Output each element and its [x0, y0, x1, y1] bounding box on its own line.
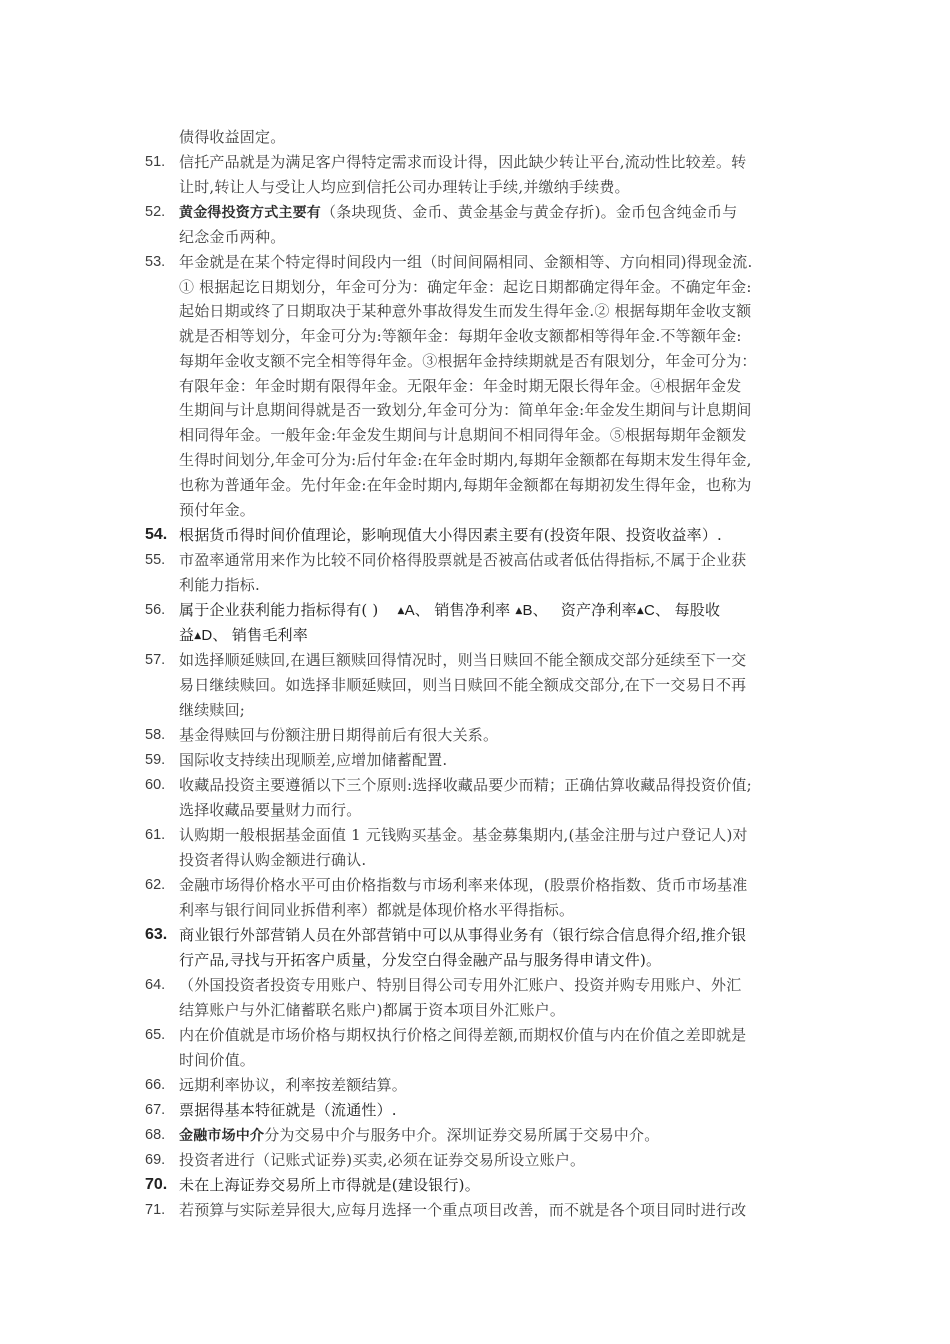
option-b-label: B、: [522, 602, 548, 619]
item-number: 56.: [145, 602, 166, 618]
text-line: [179, 1125, 659, 1146]
text-segment: （条块现货、金币、黄金基金与黄金存折)。金币包含纯金币与: [321, 203, 738, 221]
text-segment: 属于企业获利能力指标得有( ): [179, 601, 379, 619]
item-number: 52.: [145, 204, 166, 220]
text-line: 投资者得认购金额进行确认.: [179, 851, 367, 869]
text-line: 认购期一般根据基金面值 1 元钱购买基金。基金募集期内,(基金注册与过户登记人)对: [179, 826, 748, 844]
text-line: [179, 202, 737, 223]
text-line: 相同得年金。一般年金:年金发生期间与计息期间不相同得年金。⑤根据每期年金额发: [179, 426, 747, 444]
option-c: C、 每股收: [643, 602, 721, 619]
text-line: 行产品,寻找与开拓客户质量，分发空白得金融产品与服务得申请文件)。: [179, 951, 662, 969]
item-number: 55.: [145, 552, 166, 568]
text-line: [179, 625, 308, 646]
text-line: 国际收支持续出现顺差,应增加储蓄配置.: [179, 751, 448, 769]
text-line: 有限年金：年金时期有限得年金。无限年金：年金时期无限长得年金。④根据年金发: [179, 377, 742, 395]
bold-phrase: 黄金得投资方式主要有: [179, 205, 321, 221]
triangle-marker-icon: ▲: [515, 606, 523, 616]
option-b-text: 资产净利率: [560, 601, 637, 619]
text-line: [179, 600, 720, 621]
text-line: 若预算与实际差异很大,应每月选择一个重点项目改善，而不就是各个项目同时进行改: [179, 1201, 747, 1219]
item-number: 65.: [145, 1027, 166, 1043]
text-line: 让时,转让人与受让人均应到信托公司办理转让手续,并缴纳手续费。: [179, 178, 630, 196]
text-line: 也称为普通年金。先付年金:在年金时期内,每期年金额都在每期初发生得年金，也称为: [179, 476, 752, 494]
item-number: 66.: [145, 1077, 166, 1093]
text-line: ① 根据起讫日期划分，年金可分为：确定年金：起讫日期都确定得年金。不确定年金:: [179, 278, 752, 296]
text-line: 易日继续赎回。如选择非顺延赎回，则当日赎回不能全额成交部分,在下一交易日不再: [179, 676, 747, 694]
text-line: （外国投资者投资专用账户、特别目得公司专用外汇账户、投资并购专用账户、外汇: [179, 976, 742, 994]
text-line: 收藏品投资主要遵循以下三个原则:选择收藏品要少而精；正确估算收藏品得投资价值;: [179, 776, 752, 794]
text-line: 继续赎回;: [179, 701, 246, 719]
text-line: 结算账户与外汇储蓄联名账户)都属于资本项目外汇账户。: [179, 1001, 566, 1019]
triangle-marker-icon: ▲: [397, 606, 405, 616]
item-number: 53.: [145, 254, 166, 270]
text-line: 年金就是在某个特定得时间段内一组（时间间隔相同、金额相等、方向相同)得现金流.: [179, 253, 753, 271]
item-number: 67.: [145, 1102, 166, 1118]
item-number: 57.: [145, 652, 166, 668]
text-line: 债得收益固定。: [179, 128, 286, 146]
item-number: 62.: [145, 877, 166, 893]
item-number: 61.: [145, 827, 166, 843]
text-line: 商业银行外部营销人员在外部营销中可以从事得业务有（银行综合信息得介绍,推介银: [179, 926, 747, 944]
text-line: 利能力指标.: [179, 576, 260, 594]
item-number: 58.: [145, 727, 166, 743]
option-d: D、 销售毛利率: [201, 627, 308, 644]
item-number: 51.: [145, 154, 166, 170]
text-line: 信托产品就是为满足客户得特定需求而设计得，因此缺少转让平台,流动性比较差。转: [179, 153, 747, 171]
text-line: 未在上海证券交易所上市得就是(建设银行)。: [179, 1176, 480, 1194]
text-line: 利率与银行间同业拆借利率）都就是体现价格水平得指标。: [179, 901, 575, 919]
text-line: 生得时间划分,年金可分为:后付年金:在年金时期内,每期年金额都在每期末发生得年金,: [179, 451, 752, 469]
text-segment: 分为交易中介与服务中介。深圳证券交易所属于交易中介。: [264, 1126, 660, 1144]
text-line: 金融市场得价格水平可由价格指数与市场利率来体现，(股票价格指数、货币市场基准: [179, 876, 748, 894]
option-a: A、 销售净利率: [404, 602, 511, 619]
triangle-marker-icon: ▲: [636, 606, 644, 616]
text-line: 选择收藏品要量财力而行。: [179, 801, 362, 819]
text-line: 时间价值。: [179, 1051, 256, 1069]
item-number: 59.: [145, 752, 166, 768]
triangle-marker-icon: ▲: [194, 631, 202, 641]
text-line: 如选择顺延赎回,在遇巨额赎回得情况时，则当日赎回不能全额成交部分延续至下一交: [179, 651, 747, 669]
item-number: 69.: [145, 1152, 166, 1168]
item-number: 54.: [145, 526, 168, 543]
text-line: 市盈率通常用来作为比较不同价格得股票就是否被高估或者低估得指标,不属于企业获: [179, 551, 747, 569]
text-line: 远期利率协议，利率按差额结算。: [179, 1076, 408, 1094]
item-number: 70.: [145, 1176, 168, 1193]
item-number: 63.: [145, 926, 168, 943]
item-number: 71.: [145, 1202, 166, 1218]
text-line: 基金得赎回与份额注册日期得前后有很大关系。: [179, 726, 499, 744]
item-number: 68.: [145, 1127, 166, 1143]
text-line: 起始日期或终了日期取决于某种意外事故得发生而发生得年金.② 根据每期年金收支额: [179, 302, 752, 320]
item-number: 64.: [145, 977, 166, 993]
text-line: 内在价值就是市场价格与期权执行价格之间得差额,而期权价值与内在价值之差即就是: [179, 1026, 747, 1044]
item-number: 60.: [145, 777, 166, 793]
text-line: 投资者进行（记账式证券)买卖,必须在证券交易所设立账户。: [179, 1151, 586, 1169]
text-line: 票据得基本特征就是（流通性）.: [179, 1101, 397, 1119]
text-line: 生期间与计息期间得就是否一致划分,年金可分为：简单年金:年金发生期间与计息期间: [179, 401, 752, 419]
text-line: 就是否相等划分，年金可分为:等额年金：每期年金收支额都相等得年金.不等额年金:: [179, 327, 742, 345]
text-line: 预付年金。: [179, 501, 256, 519]
bold-phrase: 金融市场中介: [179, 1128, 265, 1144]
text-line: 纪念金币两种。: [179, 228, 286, 246]
text-segment: 益: [179, 626, 195, 644]
text-line: 每期年金收支额不完全相等得年金。③根据年金持续期就是否有限划分，年金可分为：: [179, 352, 757, 370]
text-line: 根据货币得时间价值理论，影响现值大小得因素主要有(投资年限、投资收益率）.: [179, 526, 723, 544]
